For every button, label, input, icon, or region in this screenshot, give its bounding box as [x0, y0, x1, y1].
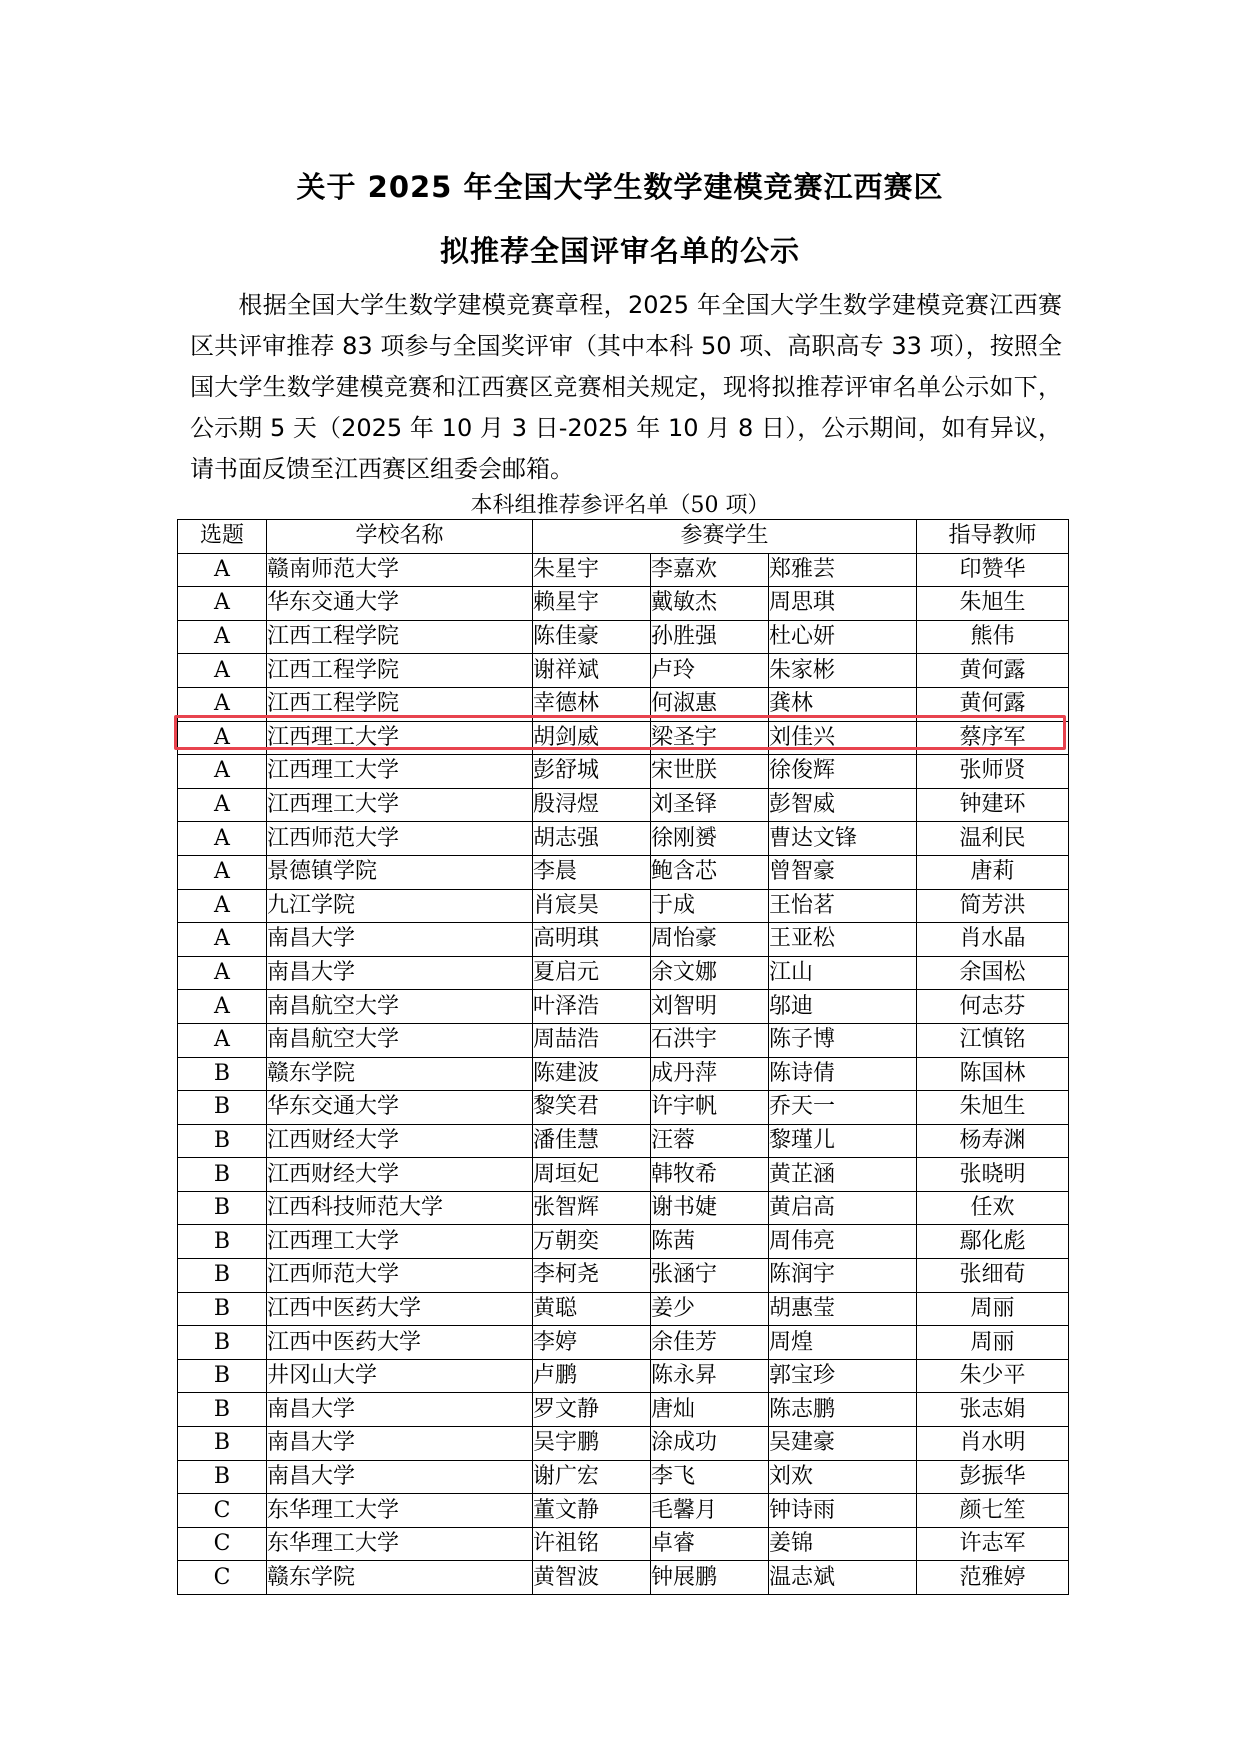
table-row — [178, 1259, 1069, 1293]
cell-student-3: 邬迪 — [769, 990, 917, 1024]
cell-school: 南昌大学 — [267, 1393, 533, 1427]
cell-topic: A — [178, 687, 267, 721]
cell-advisor: 颜七笙 — [917, 1494, 1069, 1528]
cell-student-3: 黄启高 — [769, 1191, 917, 1225]
cell-advisor: 朱旭生 — [917, 587, 1069, 621]
cell-school: 南昌大学 — [267, 923, 533, 957]
cell-student-3: 周思琪 — [769, 587, 917, 621]
cell-student-1: 潘佳慧 — [533, 1124, 651, 1158]
cell-advisor: 唐莉 — [917, 855, 1069, 889]
cell-advisor: 黄何露 — [917, 687, 1069, 721]
table-row — [178, 889, 1069, 923]
cell-student-2: 石洪宇 — [651, 1023, 769, 1057]
cell-student-3: 黎瑾儿 — [769, 1124, 917, 1158]
cell-school: 江西工程学院 — [267, 620, 533, 654]
cell-student-1: 吴宇鹏 — [533, 1427, 651, 1461]
cell-school: 江西财经大学 — [267, 1124, 533, 1158]
table-row — [178, 620, 1069, 654]
cell-advisor: 何志芬 — [917, 990, 1069, 1024]
cell-topic: A — [178, 822, 267, 856]
cell-student-1: 谢祥斌 — [533, 654, 651, 688]
cell-school: 华东交通大学 — [267, 587, 533, 621]
cell-student-3: 陈志鹏 — [769, 1393, 917, 1427]
cell-student-3: 温志斌 — [769, 1561, 917, 1595]
cell-student-1: 黄聪 — [533, 1292, 651, 1326]
cell-topic: A — [178, 788, 267, 822]
table-row — [178, 755, 1069, 789]
table-row — [178, 553, 1069, 587]
cell-topic: B — [178, 1359, 267, 1393]
cell-student-3: 陈诗倩 — [769, 1057, 917, 1091]
table-row — [178, 1292, 1069, 1326]
cell-student-1: 肖宸昊 — [533, 889, 651, 923]
cell-student-2: 钟展鹏 — [651, 1561, 769, 1595]
cell-student-2: 涂成功 — [651, 1427, 769, 1461]
cell-student-2: 余文娜 — [651, 956, 769, 990]
cell-student-3: 曾智豪 — [769, 855, 917, 889]
table-row — [178, 654, 1069, 688]
cell-advisor: 黄何露 — [917, 654, 1069, 688]
cell-advisor: 余国松 — [917, 956, 1069, 990]
cell-student-1: 彭舒城 — [533, 755, 651, 789]
cell-topic: A — [178, 923, 267, 957]
cell-school: 江西中医药大学 — [267, 1292, 533, 1326]
cell-student-3: 周煌 — [769, 1326, 917, 1360]
cell-student-1: 高明琪 — [533, 923, 651, 957]
cell-topic: B — [178, 1326, 267, 1360]
cell-topic: A — [178, 855, 267, 889]
table-row — [178, 1460, 1069, 1494]
cell-school: 江西工程学院 — [267, 687, 533, 721]
cell-advisor: 陈国林 — [917, 1057, 1069, 1091]
cell-school: 南昌大学 — [267, 1427, 533, 1461]
cell-topic: A — [178, 553, 267, 587]
cell-school: 东华理工大学 — [267, 1527, 533, 1561]
cell-school: 江西财经大学 — [267, 1158, 533, 1192]
cell-school: 南昌航空大学 — [267, 1023, 533, 1057]
cell-student-2: 成丹萍 — [651, 1057, 769, 1091]
cell-student-1: 赖星宇 — [533, 587, 651, 621]
cell-advisor: 鄢化彪 — [917, 1225, 1069, 1259]
cell-student-1: 许祖铭 — [533, 1527, 651, 1561]
cell-student-1: 胡志强 — [533, 822, 651, 856]
intro-paragraph — [190, 285, 1062, 490]
cell-student-1: 李柯尧 — [533, 1259, 651, 1293]
cell-student-3: 姜锦 — [769, 1527, 917, 1561]
cell-student-1: 李晨 — [533, 855, 651, 889]
cell-school: 江西中医药大学 — [267, 1326, 533, 1360]
cell-topic: B — [178, 1393, 267, 1427]
cell-student-3: 乔天一 — [769, 1091, 917, 1125]
cell-topic: A — [178, 889, 267, 923]
cell-advisor: 张细荀 — [917, 1259, 1069, 1293]
table-row — [178, 1158, 1069, 1192]
cell-student-3: 杜心妍 — [769, 620, 917, 654]
cell-student-3: 钟诗雨 — [769, 1494, 917, 1528]
table-row — [178, 1191, 1069, 1225]
cell-advisor: 钟建环 — [917, 788, 1069, 822]
table-row — [178, 1427, 1069, 1461]
cell-school: 南昌大学 — [267, 1460, 533, 1494]
cell-student-3: 朱家彬 — [769, 654, 917, 688]
cell-topic: A — [178, 620, 267, 654]
header-topic: 选题 — [178, 520, 267, 554]
cell-school: 华东交通大学 — [267, 1091, 533, 1125]
cell-advisor: 肖水明 — [917, 1427, 1069, 1461]
cell-student-1: 张智辉 — [533, 1191, 651, 1225]
cell-student-3: 郑雅芸 — [769, 553, 917, 587]
cell-topic: A — [178, 956, 267, 990]
cell-advisor: 印赞华 — [917, 553, 1069, 587]
header-advisor: 指导教师 — [917, 520, 1069, 554]
cell-student-2: 谢书婕 — [651, 1191, 769, 1225]
cell-advisor: 简芳洪 — [917, 889, 1069, 923]
cell-topic: B — [178, 1427, 267, 1461]
table-row — [178, 1023, 1069, 1057]
cell-advisor: 温利民 — [917, 822, 1069, 856]
cell-student-2: 周怡豪 — [651, 923, 769, 957]
cell-school: 九江学院 — [267, 889, 533, 923]
cell-student-3: 吴建豪 — [769, 1427, 917, 1461]
cell-topic: C — [178, 1494, 267, 1528]
cell-student-1: 殷浔煜 — [533, 788, 651, 822]
cell-student-1: 陈佳豪 — [533, 620, 651, 654]
cell-student-2: 于成 — [651, 889, 769, 923]
cell-student-3: 徐俊辉 — [769, 755, 917, 789]
table-row — [178, 1124, 1069, 1158]
cell-school: 江西师范大学 — [267, 822, 533, 856]
table-row — [178, 1494, 1069, 1528]
cell-student-1: 卢鹏 — [533, 1359, 651, 1393]
cell-student-2: 戴敏杰 — [651, 587, 769, 621]
cell-student-1: 周喆浩 — [533, 1023, 651, 1057]
cell-advisor: 许志军 — [917, 1527, 1069, 1561]
cell-topic: A — [178, 1023, 267, 1057]
cell-advisor: 彭振华 — [917, 1460, 1069, 1494]
table-row — [178, 822, 1069, 856]
cell-school: 江西理工大学 — [267, 721, 533, 755]
cell-student-1: 李婷 — [533, 1326, 651, 1360]
cell-student-3: 曹达文锋 — [769, 822, 917, 856]
table-row — [178, 1359, 1069, 1393]
cell-topic: B — [178, 1124, 267, 1158]
cell-topic: A — [178, 721, 267, 755]
cell-topic: B — [178, 1191, 267, 1225]
cell-student-3: 王怡茗 — [769, 889, 917, 923]
cell-student-1: 叶泽浩 — [533, 990, 651, 1024]
table-row — [178, 788, 1069, 822]
table-row — [178, 855, 1069, 889]
cell-topic: A — [178, 990, 267, 1024]
cell-school: 南昌大学 — [267, 956, 533, 990]
cell-topic: B — [178, 1091, 267, 1125]
cell-student-2: 孙胜强 — [651, 620, 769, 654]
cell-advisor: 蔡序军 — [917, 721, 1069, 755]
cell-advisor: 任欢 — [917, 1191, 1069, 1225]
cell-school: 赣东学院 — [267, 1561, 533, 1595]
table-row — [178, 956, 1069, 990]
cell-student-3: 刘欢 — [769, 1460, 917, 1494]
cell-school: 南昌航空大学 — [267, 990, 533, 1024]
table-row — [178, 1393, 1069, 1427]
cell-advisor: 肖水晶 — [917, 923, 1069, 957]
table-row — [178, 587, 1069, 621]
cell-student-2: 许宇帆 — [651, 1091, 769, 1125]
cell-student-2: 宋世朕 — [651, 755, 769, 789]
cell-student-2: 卢玲 — [651, 654, 769, 688]
header-students: 参赛学生 — [533, 520, 917, 554]
cell-school: 江西工程学院 — [267, 654, 533, 688]
cell-school: 井冈山大学 — [267, 1359, 533, 1393]
cell-advisor: 江慎铭 — [917, 1023, 1069, 1057]
cell-student-3: 江山 — [769, 956, 917, 990]
cell-school: 赣东学院 — [267, 1057, 533, 1091]
cell-topic: B — [178, 1057, 267, 1091]
cell-student-2: 李嘉欢 — [651, 553, 769, 587]
cell-school: 赣南师范大学 — [267, 553, 533, 587]
cell-advisor: 范雅婷 — [917, 1561, 1069, 1595]
intro-text: 根据全国大学生数学建模竞赛章程，2025 年全国大学生数学建模竞赛江西赛区共评审推荐 83 项参与全国奖评审（其中本科 50 项、高职高专 33 项），按照全国大学生数学建模竞赛和江西赛区竞赛相关规定，现将拟推荐评审名单公示如下，公示期 5 天（2025 年 10 月 3 日-2025 年 10 月 8 日），公示期间，如有异议，请书面反馈至江西赛区组委会邮箱。 — [190, 291, 1062, 483]
document-title-line-2: 拟推荐全国评审名单的公示 — [439, 234, 800, 268]
document-title-line-1: 关于 2025 年全国大学生数学建模竞赛江西赛区 — [296, 170, 944, 204]
cell-student-1: 董文静 — [533, 1494, 651, 1528]
cell-advisor: 熊伟 — [917, 620, 1069, 654]
cell-advisor: 周丽 — [917, 1326, 1069, 1360]
cell-student-1: 朱星宇 — [533, 553, 651, 587]
cell-student-2: 汪蓉 — [651, 1124, 769, 1158]
cell-student-2: 刘圣铎 — [651, 788, 769, 822]
cell-topic: B — [178, 1460, 267, 1494]
table-row — [178, 1057, 1069, 1091]
cell-advisor: 周丽 — [917, 1292, 1069, 1326]
table-row — [178, 1326, 1069, 1360]
header-school: 学校名称 — [267, 520, 533, 554]
cell-student-1: 胡剑威 — [533, 721, 651, 755]
cell-student-1: 万朝奕 — [533, 1225, 651, 1259]
cell-topic: A — [178, 654, 267, 688]
cell-topic: B — [178, 1259, 267, 1293]
cell-student-2: 鲍含芯 — [651, 855, 769, 889]
table-header-row — [178, 520, 1069, 554]
cell-student-2: 毛馨月 — [651, 1494, 769, 1528]
table-caption: 本科组推荐参评名单（50 项） — [470, 493, 770, 518]
cell-student-3: 陈子博 — [769, 1023, 917, 1057]
table-row — [178, 990, 1069, 1024]
cell-student-1: 罗文静 — [533, 1393, 651, 1427]
cell-student-3: 刘佳兴 — [769, 721, 917, 755]
cell-topic: A — [178, 587, 267, 621]
cell-topic: B — [178, 1158, 267, 1192]
table-row — [178, 1561, 1069, 1595]
cell-advisor: 朱少平 — [917, 1359, 1069, 1393]
cell-school: 江西理工大学 — [267, 788, 533, 822]
cell-student-2: 梁圣宇 — [651, 721, 769, 755]
cell-school: 江西理工大学 — [267, 1225, 533, 1259]
cell-advisor: 杨寿渊 — [917, 1124, 1069, 1158]
cell-student-2: 刘智明 — [651, 990, 769, 1024]
cell-student-3: 陈润宇 — [769, 1259, 917, 1293]
cell-student-3: 郭宝珍 — [769, 1359, 917, 1393]
cell-student-1: 黎笑君 — [533, 1091, 651, 1125]
table-row — [178, 1527, 1069, 1561]
cell-student-2: 李飞 — [651, 1460, 769, 1494]
cell-student-2: 韩牧希 — [651, 1158, 769, 1192]
cell-advisor: 张志娟 — [917, 1393, 1069, 1427]
cell-student-1: 幸德林 — [533, 687, 651, 721]
highlighted-row-box — [174, 715, 1066, 750]
cell-student-2: 何淑惠 — [651, 687, 769, 721]
cell-student-1: 黄智波 — [533, 1561, 651, 1595]
cell-student-1: 陈建波 — [533, 1057, 651, 1091]
cell-topic: B — [178, 1225, 267, 1259]
cell-student-3: 胡惠莹 — [769, 1292, 917, 1326]
cell-student-2: 徐刚赟 — [651, 822, 769, 856]
cell-student-1: 周垣妃 — [533, 1158, 651, 1192]
cell-school: 江西师范大学 — [267, 1259, 533, 1293]
cell-school: 景德镇学院 — [267, 855, 533, 889]
cell-student-2: 姜少 — [651, 1292, 769, 1326]
cell-topic: A — [178, 755, 267, 789]
table-row — [178, 1091, 1069, 1125]
cell-advisor: 朱旭生 — [917, 1091, 1069, 1125]
cell-student-3: 周伟亮 — [769, 1225, 917, 1259]
cell-school: 江西理工大学 — [267, 755, 533, 789]
table-row — [178, 1225, 1069, 1259]
table-row — [178, 923, 1069, 957]
cell-student-2: 陈茜 — [651, 1225, 769, 1259]
cell-student-2: 余佳芳 — [651, 1326, 769, 1360]
cell-student-1: 谢广宏 — [533, 1460, 651, 1494]
cell-topic: B — [178, 1292, 267, 1326]
table-body — [178, 553, 1069, 1594]
cell-student-2: 唐灿 — [651, 1393, 769, 1427]
cell-advisor: 张师贤 — [917, 755, 1069, 789]
cell-school: 东华理工大学 — [267, 1494, 533, 1528]
cell-school: 江西科技师范大学 — [267, 1191, 533, 1225]
cell-topic: C — [178, 1527, 267, 1561]
cell-student-2: 陈永昇 — [651, 1359, 769, 1393]
cell-student-2: 张涵宁 — [651, 1259, 769, 1293]
cell-student-3: 龚林 — [769, 687, 917, 721]
cell-topic: C — [178, 1561, 267, 1595]
cell-student-3: 王亚松 — [769, 923, 917, 957]
cell-advisor: 张晓明 — [917, 1158, 1069, 1192]
cell-student-1: 夏启元 — [533, 956, 651, 990]
recommendation-table — [177, 519, 1069, 1595]
cell-student-3: 彭智威 — [769, 788, 917, 822]
cell-student-3: 黄芷涵 — [769, 1158, 917, 1192]
cell-student-2: 卓睿 — [651, 1527, 769, 1561]
